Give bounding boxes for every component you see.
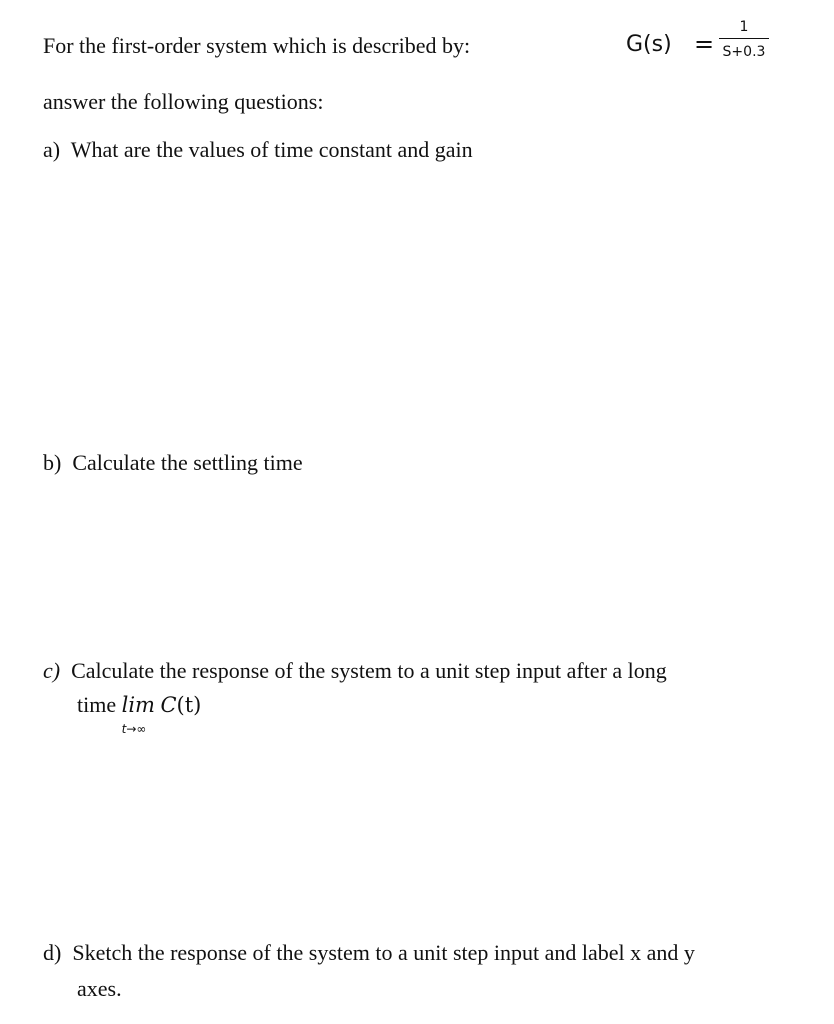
question-c-text-line2-prefix: time [77, 692, 117, 717]
question-d-label: d) [43, 940, 62, 965]
equation-equals: = [694, 30, 715, 58]
question-a-label: a) [43, 137, 61, 162]
question-b-text: Calculate the settling time [72, 450, 303, 475]
question-c-label: c) [43, 658, 61, 683]
intro-continuation: answer the following questions: [43, 89, 324, 114]
question-a-text: What are the values of time constant and gain [70, 137, 473, 162]
intro-text: For the first-order system which is described by: [43, 33, 471, 58]
limit-subscript: t→∞ [121, 722, 147, 736]
question-c-line1 [43, 658, 667, 684]
question-d-text-line1: Sketch the response of the system to a unit step input and label x and y [72, 940, 695, 965]
question-c-text-line1: Calculate the response of the system to a unit step input after a long [71, 658, 667, 683]
question-d-line1 [43, 940, 695, 966]
response-function-arg: (t) [176, 693, 202, 717]
equation-fraction [719, 18, 769, 61]
fraction-bar [719, 38, 769, 39]
response-function-name: C [160, 693, 177, 717]
limit-word: lim [121, 693, 155, 717]
transfer-function-equation [626, 18, 786, 78]
equation-denominator: S+0.3 [722, 44, 766, 60]
question-d-line2: axes. [77, 976, 122, 1001]
equation-numerator: 1 [739, 19, 749, 35]
equation-lhs: G(s) [626, 32, 672, 57]
question-c-line2 [77, 692, 202, 736]
question-b-label: b) [43, 450, 62, 475]
question-b [43, 450, 303, 476]
response-function [160, 693, 201, 717]
question-a [43, 137, 473, 163]
limit-expression [121, 692, 155, 736]
